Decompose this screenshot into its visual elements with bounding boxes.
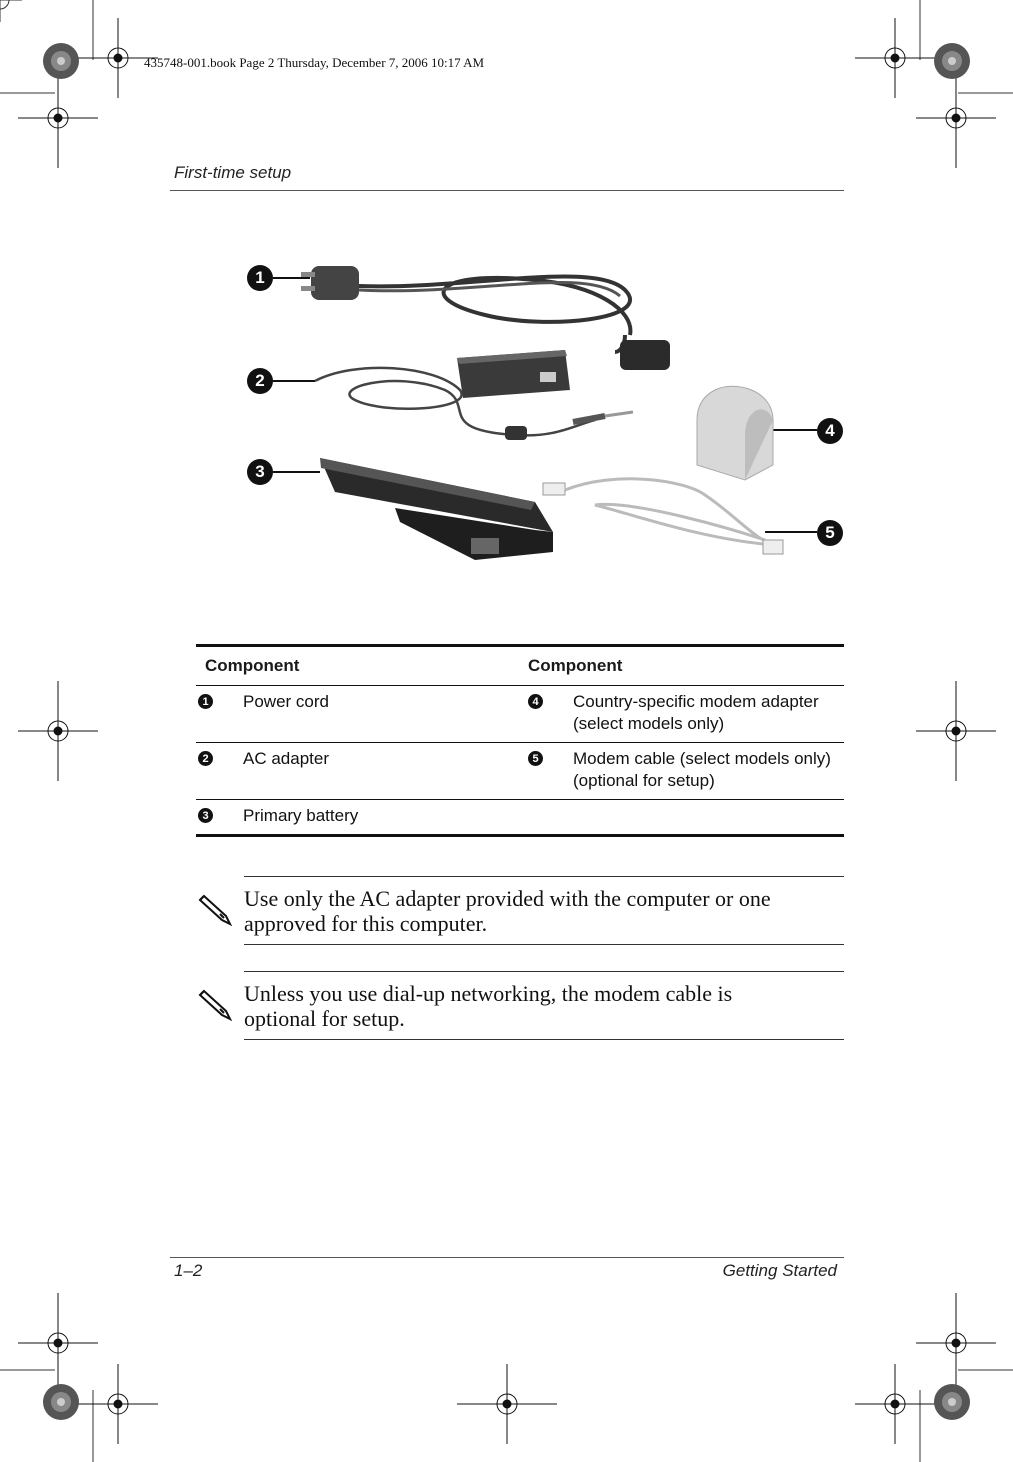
item-description: AC adapter	[243, 749, 329, 768]
page-number: 1–2	[174, 1261, 203, 1280]
components-drawing	[235, 240, 845, 580]
note-text: Use only the AC adapter provided with the computer or one approved for this computer.	[244, 886, 771, 936]
primary-battery-drawing	[320, 458, 553, 560]
table-cell	[196, 686, 520, 742]
note-text: Unless you use dial-up networking, the modem cable is optional for setup.	[244, 981, 733, 1031]
table-header-left: Component	[205, 656, 300, 675]
item-number-badge: 3	[198, 808, 213, 823]
table-header-row	[196, 647, 844, 686]
note-ac-adapter	[192, 876, 844, 946]
note-bottom-rule	[244, 1039, 844, 1040]
item-description: Power cord	[243, 692, 329, 711]
callout-2: 2	[247, 368, 273, 394]
table-cell	[196, 800, 520, 834]
callout-4: 4	[817, 418, 843, 444]
table-cell-empty	[520, 800, 844, 834]
table-row	[196, 800, 844, 834]
table-row	[196, 686, 844, 743]
book-title: Getting Started	[722, 1261, 837, 1280]
item-description: Country-specific modem adapter (select models only)	[573, 692, 819, 733]
item-number-badge: 5	[528, 751, 543, 766]
modem-adapter-drawing	[697, 386, 773, 480]
footer-rule	[170, 1257, 844, 1258]
item-number-badge: 2	[198, 751, 213, 766]
note-top-rule	[244, 971, 844, 972]
power-cord-drawing	[301, 266, 670, 370]
pencil-note-icon	[192, 985, 236, 1025]
item-number-badge: 1	[198, 694, 213, 709]
print-slug: 435748-001.book Page 2 Thursday, December 7, 2006 10:17 AM	[144, 55, 485, 70]
table-cell	[520, 686, 844, 742]
note-modem-cable	[192, 971, 844, 1041]
item-description: Primary battery	[243, 806, 359, 825]
item-description: Modem cable (select models only) (optional for setup)	[573, 749, 831, 790]
pencil-note-icon	[192, 890, 236, 930]
header-rule	[170, 190, 844, 191]
table-bottom-rule	[196, 834, 844, 837]
running-header: First-time setup	[174, 163, 292, 182]
item-number-badge: 4	[528, 694, 543, 709]
table-cell	[196, 743, 520, 799]
table-header-right: Component	[528, 656, 623, 675]
callout-5: 5	[817, 520, 843, 546]
ac-adapter-drawing	[315, 350, 633, 440]
note-top-rule	[244, 876, 844, 877]
callout-3: 3	[247, 459, 273, 485]
table-row	[196, 743, 844, 800]
components-illustration	[235, 240, 845, 580]
modem-cable-drawing	[543, 479, 783, 554]
component-table	[196, 644, 844, 837]
note-bottom-rule	[244, 944, 844, 945]
callout-1: 1	[247, 265, 273, 291]
table-cell	[520, 743, 844, 799]
